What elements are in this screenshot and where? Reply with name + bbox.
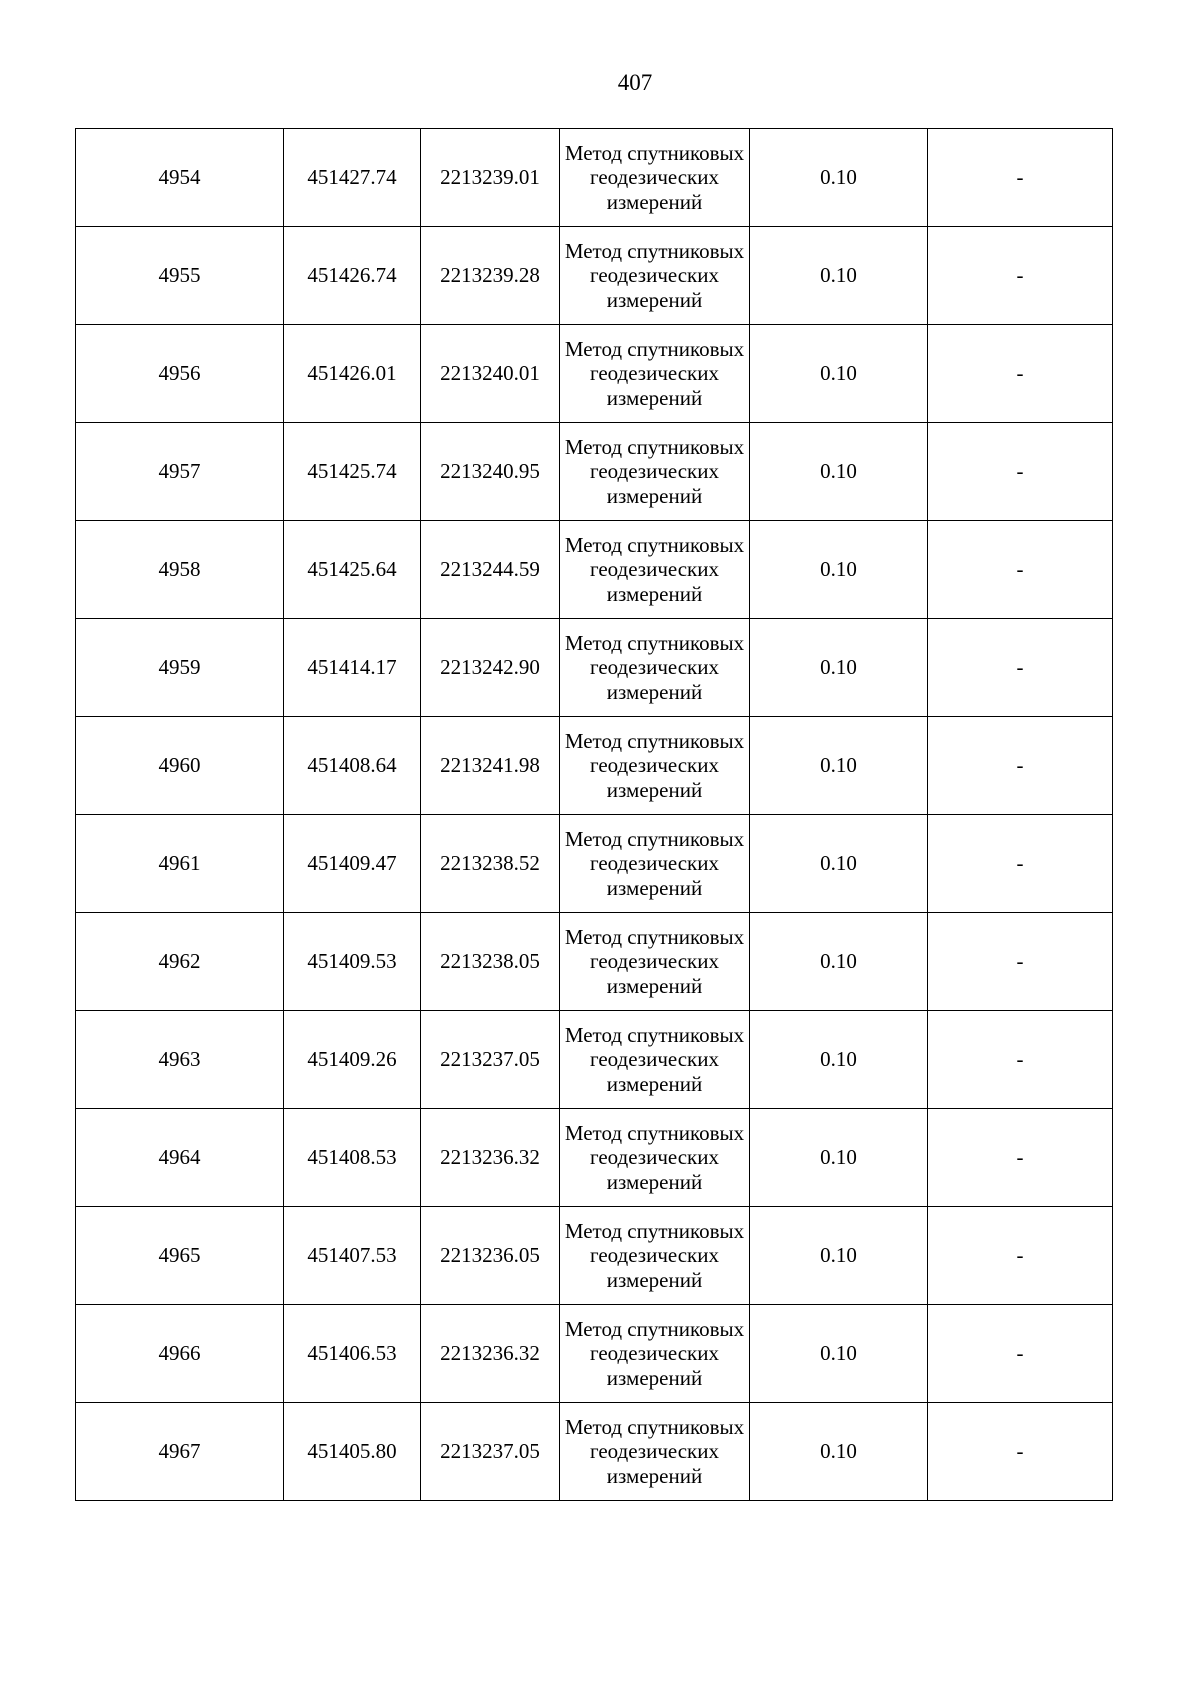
accuracy-cell: 0.10 <box>750 423 928 521</box>
table-row <box>76 619 1113 717</box>
method-text: Метод спутниковых геодезических измерений <box>564 1120 745 1194</box>
x-coordinate-cell: 451425.74 <box>284 423 421 521</box>
x-coordinate-cell: 451405.80 <box>284 1403 421 1501</box>
point-number-cell: 4959 <box>76 619 284 717</box>
accuracy-cell: 0.10 <box>750 129 928 227</box>
coordinates-table <box>75 128 1113 1501</box>
note-cell: - <box>928 717 1113 815</box>
note-cell: - <box>928 227 1113 325</box>
x-coordinate-cell: 451414.17 <box>284 619 421 717</box>
method-cell <box>560 1305 750 1403</box>
point-number-cell: 4957 <box>76 423 284 521</box>
x-coordinate-cell: 451425.64 <box>284 521 421 619</box>
note-cell: - <box>928 1305 1113 1403</box>
method-text: Метод спутниковых геодезических измерений <box>564 434 745 508</box>
x-coordinate-cell: 451427.74 <box>284 129 421 227</box>
y-coordinate-cell: 2213240.95 <box>421 423 560 521</box>
method-text: Метод спутниковых геодезических измерений <box>564 924 745 998</box>
table-row <box>76 129 1113 227</box>
note-cell: - <box>928 913 1113 1011</box>
method-cell <box>560 1011 750 1109</box>
point-number-cell: 4964 <box>76 1109 284 1207</box>
point-number-cell: 4958 <box>76 521 284 619</box>
method-text: Метод спутниковых геодезических измерений <box>564 532 745 606</box>
y-coordinate-cell: 2213236.32 <box>421 1305 560 1403</box>
y-coordinate-cell: 2213240.01 <box>421 325 560 423</box>
x-coordinate-cell: 451407.53 <box>284 1207 421 1305</box>
accuracy-cell: 0.10 <box>750 815 928 913</box>
accuracy-cell: 0.10 <box>750 913 928 1011</box>
note-cell: - <box>928 129 1113 227</box>
y-coordinate-cell: 2213239.01 <box>421 129 560 227</box>
point-number-cell: 4963 <box>76 1011 284 1109</box>
y-coordinate-cell: 2213237.05 <box>421 1403 560 1501</box>
method-text: Метод спутниковых геодезических измерений <box>564 1316 745 1390</box>
table-row <box>76 1403 1113 1501</box>
method-text: Метод спутниковых геодезических измерений <box>564 1414 745 1488</box>
method-text: Метод спутниковых геодезических измерений <box>564 1022 745 1096</box>
table-row <box>76 815 1113 913</box>
y-coordinate-cell: 2213236.05 <box>421 1207 560 1305</box>
accuracy-cell: 0.10 <box>750 227 928 325</box>
table-row <box>76 1305 1113 1403</box>
y-coordinate-cell: 2213236.32 <box>421 1109 560 1207</box>
method-text: Метод спутниковых геодезических измерений <box>564 630 745 704</box>
method-cell <box>560 227 750 325</box>
accuracy-cell: 0.10 <box>750 619 928 717</box>
note-cell: - <box>928 325 1113 423</box>
y-coordinate-cell: 2213238.52 <box>421 815 560 913</box>
y-coordinate-cell: 2213241.98 <box>421 717 560 815</box>
point-number-cell: 4955 <box>76 227 284 325</box>
table-row <box>76 913 1113 1011</box>
method-cell <box>560 815 750 913</box>
note-cell: - <box>928 1207 1113 1305</box>
table-row <box>76 1109 1113 1207</box>
point-number-cell: 4956 <box>76 325 284 423</box>
method-cell <box>560 325 750 423</box>
x-coordinate-cell: 451426.01 <box>284 325 421 423</box>
table-row <box>76 227 1113 325</box>
note-cell: - <box>928 1403 1113 1501</box>
method-text: Метод спутниковых геодезических измерений <box>564 826 745 900</box>
note-cell: - <box>928 815 1113 913</box>
x-coordinate-cell: 451408.64 <box>284 717 421 815</box>
accuracy-cell: 0.10 <box>750 1305 928 1403</box>
method-cell <box>560 1403 750 1501</box>
note-cell: - <box>928 1011 1113 1109</box>
accuracy-cell: 0.10 <box>750 1011 928 1109</box>
y-coordinate-cell: 2213242.90 <box>421 619 560 717</box>
x-coordinate-cell: 451408.53 <box>284 1109 421 1207</box>
point-number-cell: 4965 <box>76 1207 284 1305</box>
accuracy-cell: 0.10 <box>750 1109 928 1207</box>
table-row <box>76 1207 1113 1305</box>
accuracy-cell: 0.10 <box>750 717 928 815</box>
method-cell <box>560 1207 750 1305</box>
method-cell <box>560 717 750 815</box>
coordinates-table-body <box>76 129 1113 1501</box>
method-text: Метод спутниковых геодезических измерений <box>564 336 745 410</box>
method-text: Метод спутниковых геодезических измерений <box>564 728 745 802</box>
point-number-cell: 4961 <box>76 815 284 913</box>
y-coordinate-cell: 2213238.05 <box>421 913 560 1011</box>
table-row <box>76 325 1113 423</box>
method-text: Метод спутниковых геодезических измерений <box>564 238 745 312</box>
table-row <box>76 423 1113 521</box>
accuracy-cell: 0.10 <box>750 1207 928 1305</box>
method-text: Метод спутниковых геодезических измерений <box>564 140 745 214</box>
y-coordinate-cell: 2213244.59 <box>421 521 560 619</box>
table-row <box>76 1011 1113 1109</box>
point-number-cell: 4966 <box>76 1305 284 1403</box>
method-cell <box>560 423 750 521</box>
point-number-cell: 4954 <box>76 129 284 227</box>
x-coordinate-cell: 451409.53 <box>284 913 421 1011</box>
page-number: 407 <box>617 70 653 95</box>
accuracy-cell: 0.10 <box>750 1403 928 1501</box>
note-cell: - <box>928 1109 1113 1207</box>
x-coordinate-cell: 451426.74 <box>284 227 421 325</box>
method-cell <box>560 1109 750 1207</box>
note-cell: - <box>928 619 1113 717</box>
point-number-cell: 4967 <box>76 1403 284 1501</box>
method-cell <box>560 129 750 227</box>
y-coordinate-cell: 2213237.05 <box>421 1011 560 1109</box>
x-coordinate-cell: 451409.26 <box>284 1011 421 1109</box>
method-text: Метод спутниковых геодезических измерений <box>564 1218 745 1292</box>
point-number-cell: 4962 <box>76 913 284 1011</box>
accuracy-cell: 0.10 <box>750 521 928 619</box>
method-cell <box>560 913 750 1011</box>
x-coordinate-cell: 451406.53 <box>284 1305 421 1403</box>
table-row <box>76 717 1113 815</box>
y-coordinate-cell: 2213239.28 <box>421 227 560 325</box>
method-cell <box>560 521 750 619</box>
accuracy-cell: 0.10 <box>750 325 928 423</box>
method-cell <box>560 619 750 717</box>
note-cell: - <box>928 521 1113 619</box>
note-cell: - <box>928 423 1113 521</box>
x-coordinate-cell: 451409.47 <box>284 815 421 913</box>
point-number-cell: 4960 <box>76 717 284 815</box>
table-row <box>76 521 1113 619</box>
